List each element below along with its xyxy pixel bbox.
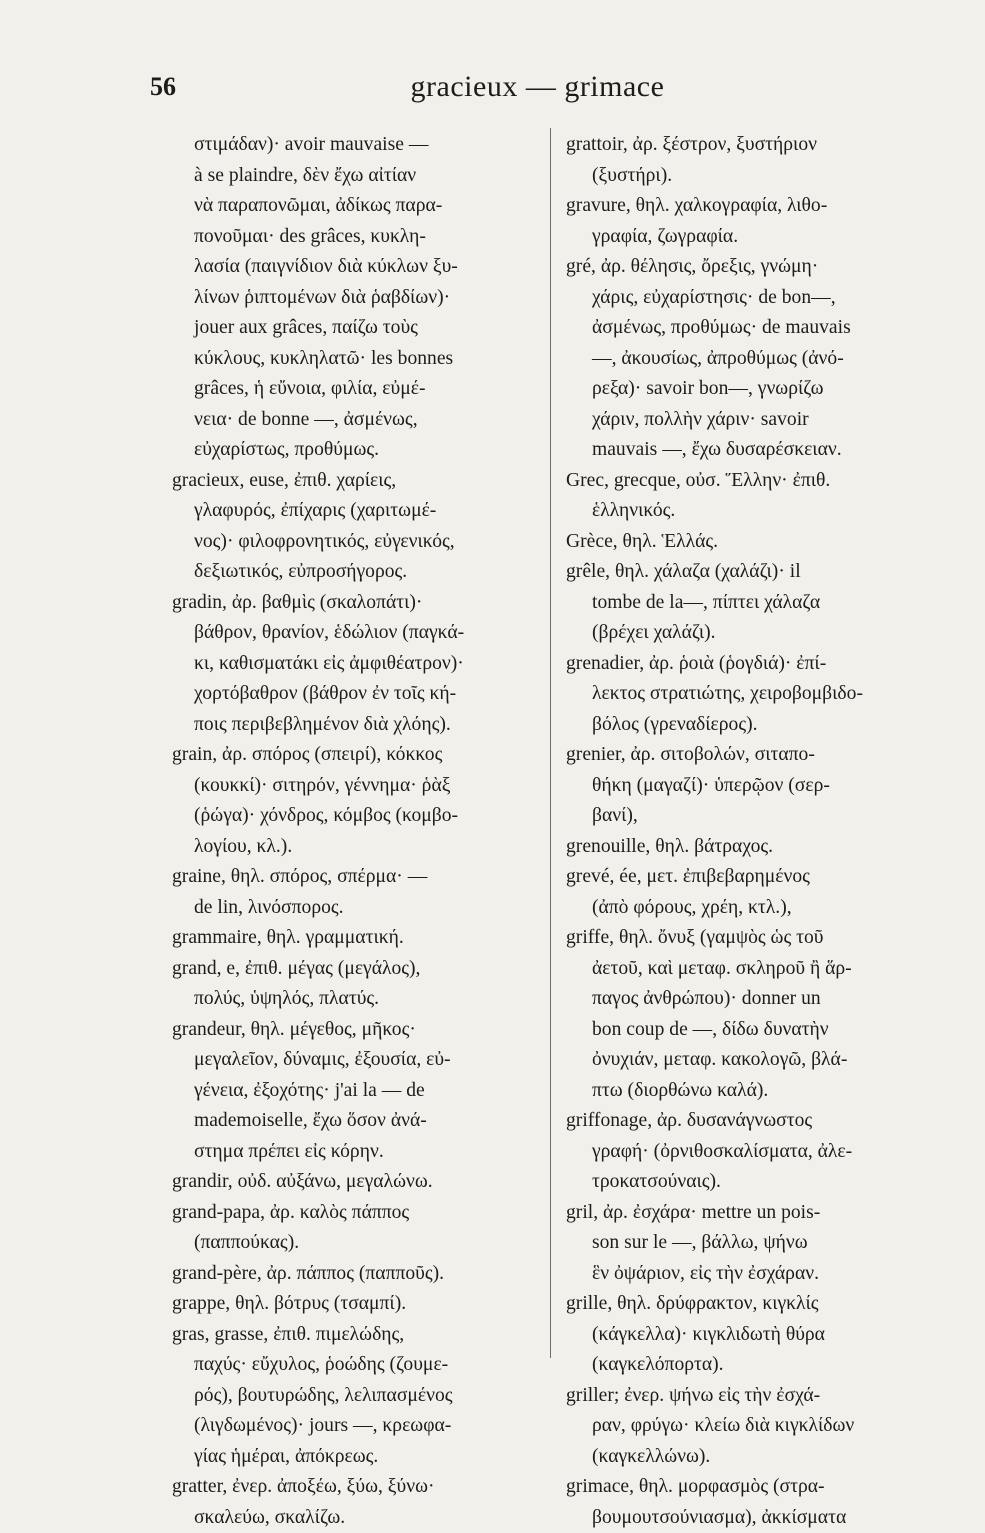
entry-headword-line: grêle, θηλ. χάλαζα (χαλάζι)· il [566, 557, 936, 588]
entry-continuation-line: πονοῦμαι· des grâces, κυκλη- [172, 222, 540, 253]
entry-continuation-line: à se plaindre, δὲν ἔχω αἰτίαν [172, 161, 540, 192]
entry-continuation-line: mauvais —, ἔχω δυσαρέσκειαν. [566, 435, 936, 466]
entry-headword-line: grand-papa, ἀρ. καλὸς πάππος [172, 1198, 540, 1229]
entry-continuation-line: ἀετοῦ, καὶ μεταφ. σκληροῦ ἢ ἅρ- [566, 954, 936, 985]
entry-continuation-line: ὀνυχιάν, μεταφ. κακολογῶ, βλά- [566, 1045, 936, 1076]
right-column [566, 130, 936, 1533]
entry-continuation-line: son sur le —, βάλλω, ψήνω [566, 1228, 936, 1259]
entry-continuation-line: πολύς, ὑψηλός, πλατύς. [172, 984, 540, 1015]
entry-continuation-line: mademoiselle, ἔχω ὅσον ἀνά- [172, 1106, 540, 1137]
entry-headword-line: grain, ἀρ. σπόρος (σπειρί), κόκκος [172, 740, 540, 771]
entry-continuation-line: —, ἀκουσίως, ἀπροθύμως (ἀνό- [566, 344, 936, 375]
entry-continuation-line: βόλος (γρεναδίερος). [566, 710, 936, 741]
entry-continuation-line: de lin, λινόσπορος. [172, 893, 540, 924]
entry-continuation-line: νος)· φιλοφρονητικός, εὐγενικός, [172, 527, 540, 558]
entry-continuation-line: παχύς· εὔχυλος, ῥοώδης (ζουμε- [172, 1350, 540, 1381]
entry-continuation-line: στιμάδαν)· avoir mauvaise — [172, 130, 540, 161]
entry-continuation-line: ἑλληνικός. [566, 496, 936, 527]
entry-headword-line: gras, grasse, ἐπιθ. πιμελώδης, [172, 1320, 540, 1351]
entry-continuation-line: θήκη (μαγαζί)· ὑπερῷον (σερ- [566, 771, 936, 802]
entry-headword-line: griffonage, ἀρ. δυσανάγνωστος [566, 1106, 936, 1137]
entry-continuation-line: ἀσμένως, προθύμως· de mauvais [566, 313, 936, 344]
entry-continuation-line: λασία (παιγνίδιον διὰ κύκλων ξυ- [172, 252, 540, 283]
entry-continuation-line: σκαλεύω, σκαλίζω. [172, 1503, 540, 1533]
entry-continuation-line: ραν, φρύγω· κλείω διὰ κιγκλίδων [566, 1411, 936, 1442]
entry-continuation-line: γραφή· (ὀρνιθοσκαλίσματα, ἀλε- [566, 1137, 936, 1168]
entry-continuation-line: grâces, ἡ εὔνοια, φιλία, εὐμέ- [172, 374, 540, 405]
entry-continuation-line: βουμουτσούνιασμα), ἀκκίσματα [566, 1503, 936, 1533]
entry-continuation-line: νεια· de bonne —, ἀσμένως, [172, 405, 540, 436]
entry-continuation-line: (λιγδωμένος)· jours —, κρεωφα- [172, 1411, 540, 1442]
entry-continuation-line: bon coup de —, δίδω δυνατὴν [566, 1015, 936, 1046]
entry-continuation-line: λεκτος στρατιώτης, χειροβομβιδο- [566, 679, 936, 710]
entry-continuation-line: γένεια, ἐξοχότης· j'ai la — de [172, 1076, 540, 1107]
entry-continuation-line: (παππούκας). [172, 1228, 540, 1259]
entry-headword-line: graine, θηλ. σπόρος, σπέρμα· — [172, 862, 540, 893]
entry-continuation-line: tombe de la—, πίπτει χάλαζα [566, 588, 936, 619]
entry-headword-line: grimace, θηλ. μορφασμὸς (στρα- [566, 1472, 936, 1503]
column-divider [550, 128, 551, 1358]
entry-headword-line: griffe, θηλ. ὄνυξ (γαμψὸς ὡς τοῦ [566, 923, 936, 954]
entry-continuation-line: (κουκκί)· σιτηρόν, γέννημα· ῥὰξ [172, 771, 540, 802]
entry-headword-line: gratter, ἐνερ. ἀποξέω, ξύω, ξύνω· [172, 1472, 540, 1503]
entry-continuation-line: δεξιωτικός, εὐπροσήγορος. [172, 557, 540, 588]
entry-headword-line: gril, ἀρ. ἐσχάρα· mettre un pois- [566, 1198, 936, 1229]
entry-continuation-line: γραφία, ζωγραφία. [566, 222, 936, 253]
entry-continuation-line: λογίου, κλ.). [172, 832, 540, 863]
entry-headword-line: gravure, θηλ. χαλκογραφία, λιθο- [566, 191, 936, 222]
entry-headword-line: gradin, ἀρ. βαθμὶς (σκαλοπάτι)· [172, 588, 540, 619]
entry-continuation-line: πτω (διορθώνω καλά). [566, 1076, 936, 1107]
entry-continuation-line: ποις περιβεβλημένον διὰ χλόης). [172, 710, 540, 741]
entry-continuation-line: (ῥώγα)· χόνδρος, κόμβος (κομβο- [172, 801, 540, 832]
entry-continuation-line: γίας ἡμέραι, ἀπόκρεως. [172, 1442, 540, 1473]
entry-continuation-line: χάριν, πολλὴν χάριν· savoir [566, 405, 936, 436]
entry-headword-line: grandeur, θηλ. μέγεθος, μῆκος· [172, 1015, 540, 1046]
entry-continuation-line: κύκλους, κυκληλατῶ· les bonnes [172, 344, 540, 375]
entry-continuation-line: (ἀπὸ φόρους, χρέη, κτλ.), [566, 893, 936, 924]
entry-continuation-line: (καγκελλώνω). [566, 1442, 936, 1473]
entry-continuation-line: jouer aux grâces, παίζω τοὺς [172, 313, 540, 344]
entry-headword-line: grandir, οὐδ. αὐξάνω, μεγαλώνω. [172, 1167, 540, 1198]
entry-headword-line: grattoir, ἀρ. ξέστρον, ξυστήριον [566, 130, 936, 161]
entry-continuation-line: τροκατσούναις). [566, 1167, 936, 1198]
entry-continuation-line: κι, καθισματάκι εἰς ἀμφιθέατρον)· [172, 649, 540, 680]
entry-headword-line: grevé, ée, μετ. ἐπιβεβαρημένος [566, 862, 936, 893]
left-column [172, 130, 540, 1533]
entry-continuation-line: (καγκελόπορτα). [566, 1350, 936, 1381]
entry-continuation-line: χορτόβαθρον (βάθρον ἐν τοῖς κή- [172, 679, 540, 710]
entry-headword-line: grenier, ἀρ. σιτοβολών, σιταπο- [566, 740, 936, 771]
entry-continuation-line: μεγαλεῖον, δύναμις, ἐξουσία, εὐ- [172, 1045, 540, 1076]
entry-continuation-line: (κάγκελλα)· κιγκλιδωτὴ θύρα [566, 1320, 936, 1351]
entry-continuation-line: γλαφυρός, ἐπίχαρις (χαριτωμέ- [172, 496, 540, 527]
entry-headword-line: grand, e, ἐπιθ. μέγας (μεγάλος), [172, 954, 540, 985]
entry-headword-line: grille, θηλ. δρύφρακτον, κιγκλίς [566, 1289, 936, 1320]
entry-continuation-line: παγος ἀνθρώπου)· donner un [566, 984, 936, 1015]
entry-headword-line: Grèce, θηλ. Ἑλλάς. [566, 527, 936, 558]
entry-continuation-line: βάθρον, θρανίον, ἑδώλιον (παγκά- [172, 618, 540, 649]
entry-continuation-line: βανί), [566, 801, 936, 832]
entry-headword-line: gracieux, euse, ἐπιθ. χαρίεις, [172, 466, 540, 497]
page-number: 56 [150, 72, 176, 102]
entry-continuation-line: στημα πρέπει εἰς κόρην. [172, 1137, 540, 1168]
entry-headword-line: grappe, θηλ. βότρυς (τσαμπί). [172, 1289, 540, 1320]
entry-continuation-line: ρεξα)· savoir bon—, γνωρίζω [566, 374, 936, 405]
entry-headword-line: griller; ἐνερ. ψήνω εἰς τὴν ἐσχά- [566, 1381, 936, 1412]
entry-continuation-line: ρός), βουτυρώδης, λελιπασμένος [172, 1381, 540, 1412]
entry-headword-line: grammaire, θηλ. γραμματική. [172, 923, 540, 954]
running-head: gracieux — grimace [0, 70, 985, 104]
entry-headword-line: grenadier, ἀρ. ῥοιὰ (ῥογδιά)· ἐπί- [566, 649, 936, 680]
entry-continuation-line: (ξυστήρι). [566, 161, 936, 192]
entry-continuation-line: ἓν ὀψάριον, εἰς τὴν ἐσχάραν. [566, 1259, 936, 1290]
entry-continuation-line: (βρέχει χαλάζι). [566, 618, 936, 649]
entry-continuation-line: λίνων ῥιπτομένων διὰ ῥαβδίων)· [172, 283, 540, 314]
entry-continuation-line: νὰ παραπονῶμαι, ἀδίκως παρα- [172, 191, 540, 222]
entry-continuation-line: χάρις, εὐχαρίστησις· de bon—, [566, 283, 936, 314]
entry-headword-line: grenouille, θηλ. βάτραχος. [566, 832, 936, 863]
entry-headword-line: gré, ἀρ. θέλησις, ὄρεξις, γνώμη· [566, 252, 936, 283]
entry-headword-line: grand-père, ἀρ. πάππος (παπποῦς). [172, 1259, 540, 1290]
entry-continuation-line: εὐχαρίστως, προθύμως. [172, 435, 540, 466]
entry-headword-line: Grec, grecque, οὐσ. Ἕλλην· ἐπιθ. [566, 466, 936, 497]
